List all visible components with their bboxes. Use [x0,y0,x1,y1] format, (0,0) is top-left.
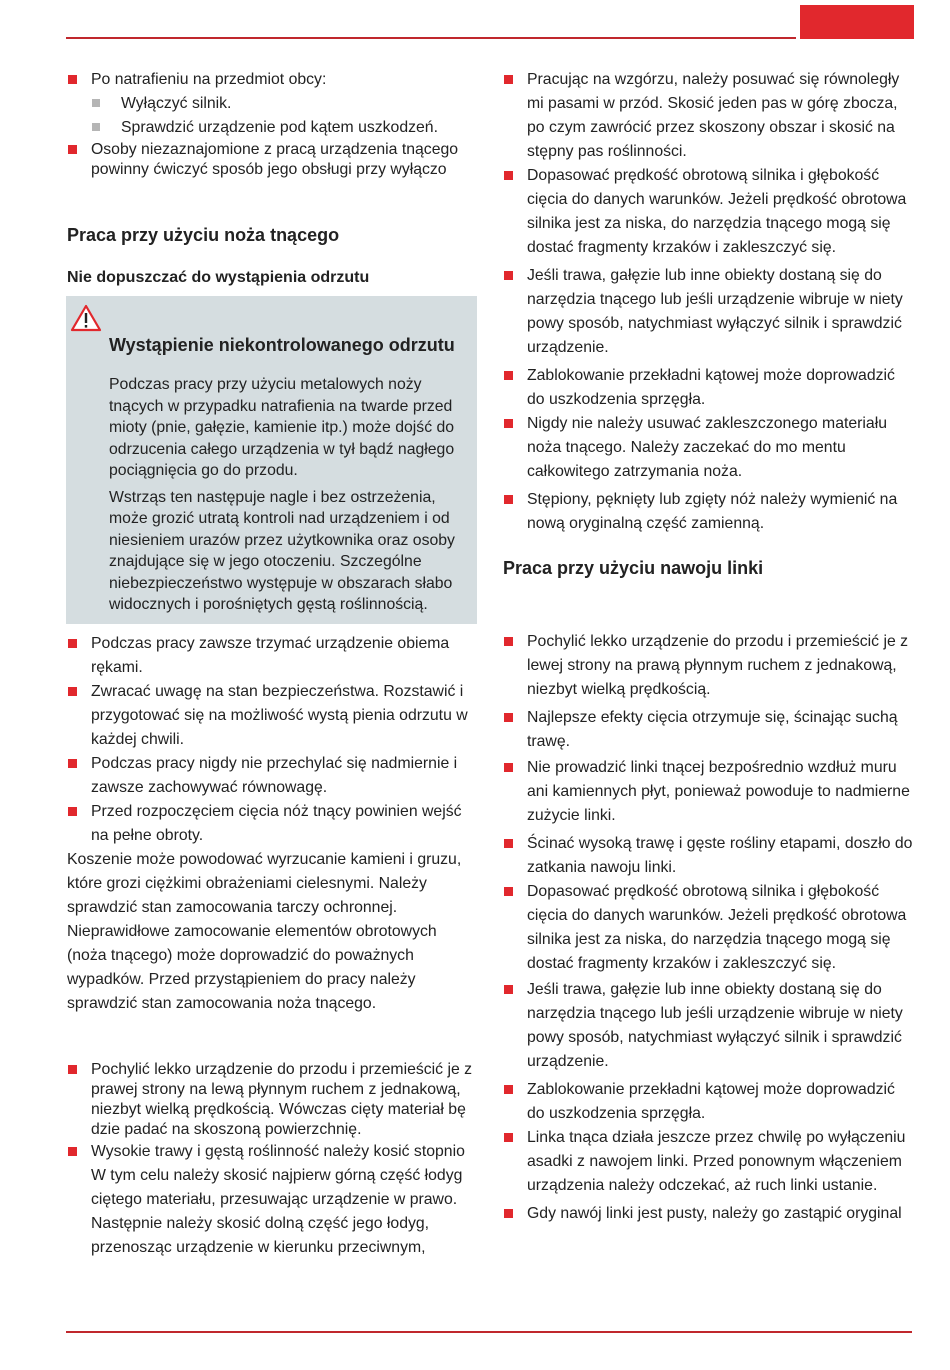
right-column [503,68,913,1226]
list-item-text: Stępiony, pęknięty lub zgięty nóż należy wymienić na nową oryginalną część zamienną. [527,491,898,532]
body-paragraph: Koszenie może powodować wyrzucanie kamieni i gruzu, które grozi ciężkimi obrażeniami cielesnymi. Należy sprawdzić stan zamocowania tarczy ochronnej. Nieprawidłowe zamocowanie elementów obrotowych (noża tnącego) może doprowadzić do poważnych wypadków. Przed przystąpieniem do pracy należy sprawdzić stan zamocowania noża tnącego. [67,850,462,1012]
warning-paragraph: Podczas pracy przy użyciu metalowych noży tnących w przypadku natrafienia na twarde przed mioty (pnie, gałęzie, kamienie itp.) może dojść do odrzucenia całego urządzenia w tył bądź nagłego pociągnięcia go do przodu. [109,376,455,479]
list-item [503,1202,913,1226]
list-item-text: Pochylić lekko urządzenie do przodu i przemieścić je z prawej strony na lewą płynnym ruchem z jednakową, niezbyt wielką prędkością. Wówczas cięty materiał bę dzie padać na skoszoną powierzchnię. [91,1060,473,1138]
list-item [503,832,913,880]
list-item-text: Linka tnąca działa jeszcze przez chwilę po wyłączeniu asadki z nawojem linki. Przed ponownym włączeniem urządzenia należy odczekać, aż ruch linki ustanie. [527,1129,906,1194]
list-item [503,880,913,976]
sub-list-item [67,92,477,116]
list-item [503,1078,913,1126]
list-item-text: Przed rozpoczęciem cięcia nóż tnący powinien wejść na pełne obroty. [91,802,462,844]
list-item [503,164,913,260]
list-item-text: Podczas pracy zawsze trzymać urządzenie obiema rękami. [91,634,450,676]
list-item-text: Dopasować prędkość obrotową silnika i głębokość cięcia do danych warunków. Jeżeli prędkość obrotowa silnika jest za niska, do narzędzia tnącego mogą się dostać fragmenty krzaków i zakleszczyć się. [527,883,907,972]
left-column [67,68,477,1260]
list-item [503,364,913,412]
list-item [503,1126,913,1198]
list-item-text: Jeśli trawa, gałęzie lub inne obiekty dostaną się do narzędzia tnącego lub jeśli urządzenie wibruje w niety powy sposób, natychmiast wyłączyć silnik i sprawdzić urządzenie. [527,267,903,356]
list-item-text: Zablokowanie przekładni kątowej może doprowadzić do uszkodzenia sprzęgła. [527,367,895,408]
list-item [503,706,913,754]
list-item [503,68,913,164]
list-item [503,412,913,484]
list-item [67,632,477,680]
list-item-text: Nigdy nie należy usuwać zakleszczonego materiału noża tnącego. Należy zaczekać do mo mentu całkowitego zatrzymania noża. [527,415,888,480]
list-item [67,680,477,752]
list-item-text: Zwracać uwagę na stan bezpieczeństwa. Rozstawić i przygotować się na możliwość wystą pienia odrzutu w każdej chwili. [91,682,468,748]
list-item-text: Podczas pracy nigdy nie przechylać się nadmiernie i zawsze zachowywać równowagę. [91,754,458,796]
section-heading: Praca przy użyciu nawoju linki [503,558,764,578]
list-item-text: Zablokowanie przekładni kątowej może doprowadzić do uszkodzenia sprzęgła. [527,1081,895,1122]
header-red-tab [800,5,914,39]
warning-triangle-icon [70,304,102,332]
list-item [67,140,491,180]
list-item-text: Pochylić lekko urządzenie do przodu i przemieścić je z lewej strony na prawą płynnym ruchem z jednakową, niezbyt wielką prędkością. [527,633,909,698]
list-item-text: Po natrafieniu na przedmiot obcy: [91,71,327,88]
list-item-text: Najlepsze efekty cięcia otrzymuje się, ścinając suchą trawę. [527,709,898,750]
list-item-text: Nie prowadzić linki tnącej bezpośrednio wzdłuż muru ani kamiennych płyt, ponieważ powoduje to nadmierne zużycie linki. [527,759,910,824]
list-item [67,1140,477,1260]
list-item-text: Wysokie trawy i gęstą roślinność należy kosić stopnio W tym celu należy skosić najpierw górną część łodyg ciętego materiału, przesuwając urządzenie w prawo. Następnie należy skosić dolną część jego łodyg, przenosząc urządzenie w kierunku przeciwnym, [91,1142,465,1256]
list-item [67,68,477,92]
section-heading: Praca przy użyciu noża tnącego [67,225,340,245]
list-item [503,978,913,1074]
footer-rule [66,1331,912,1333]
list-item [503,264,913,360]
warning-paragraph: Wstrząs ten następuje nagle i bez ostrzeżenia, może grozić utratą kontroli nad urządzeniem i od niesieniem urazów przez użytkownika oraz osoby znajdujące się w jego otoczeniu. Szczególne niebezpieczeństwo występuje w obszarach słabo widocznych i porośniętych gęstą roślinnością. [109,488,455,613]
list-item [67,1060,477,1140]
list-item [503,756,913,828]
warning-box [66,296,477,624]
sub-list-item [67,116,477,140]
header-rule [66,37,796,39]
sub-list-item-text: Wyłączyć silnik. [121,95,232,112]
list-item-text: Jeśli trawa, gałęzie lub inne obiekty dostaną się do narzędzia tnącego lub jeśli urządzenie wibruje w niety powy sposób, natychmiast wyłączyć silnik i sprawdzić urządzenie. [527,981,903,1070]
warning-title: Wystąpienie niekontrolowanego odrzutu [109,335,455,355]
list-item-text: Pracując na wzgórzu, należy posuwać się równoległy mi pasami w przód. Skosić jeden pas w górę zbocza, po czym zawrócić przez skoszony obszar i skosić na stępny pas roślinności. [527,71,900,160]
list-item-text: Gdy nawój linki jest pusty, należy go zastąpić oryginal [527,1205,902,1222]
list-item [67,752,477,800]
list-item-text: Osoby niezaznajomione z pracą urządzenia tnącego powinny ćwiczyć sposób jego obsługi przy wyłączo [91,141,459,178]
list-item-text: Ścinać wysoką trawę i gęste rośliny etapami, doszło do zatkania nawoju linki. [527,835,913,876]
section-subheading: Nie dopuszczać do wystąpienia odrzutu [67,269,370,286]
list-item-text: Dopasować prędkość obrotową silnika i głębokość cięcia do danych warunków. Jeżeli prędkość obrotowa silnika jest za niska, do narzędzia tnącego mogą się dostać fragmenty krzaków i zakleszczyć się. [527,167,907,256]
list-item [503,488,913,536]
sub-list-item-text: Sprawdzić urządzenie pod kątem uszkodzeń. [121,119,438,136]
list-item [67,800,477,848]
list-item [503,630,913,702]
